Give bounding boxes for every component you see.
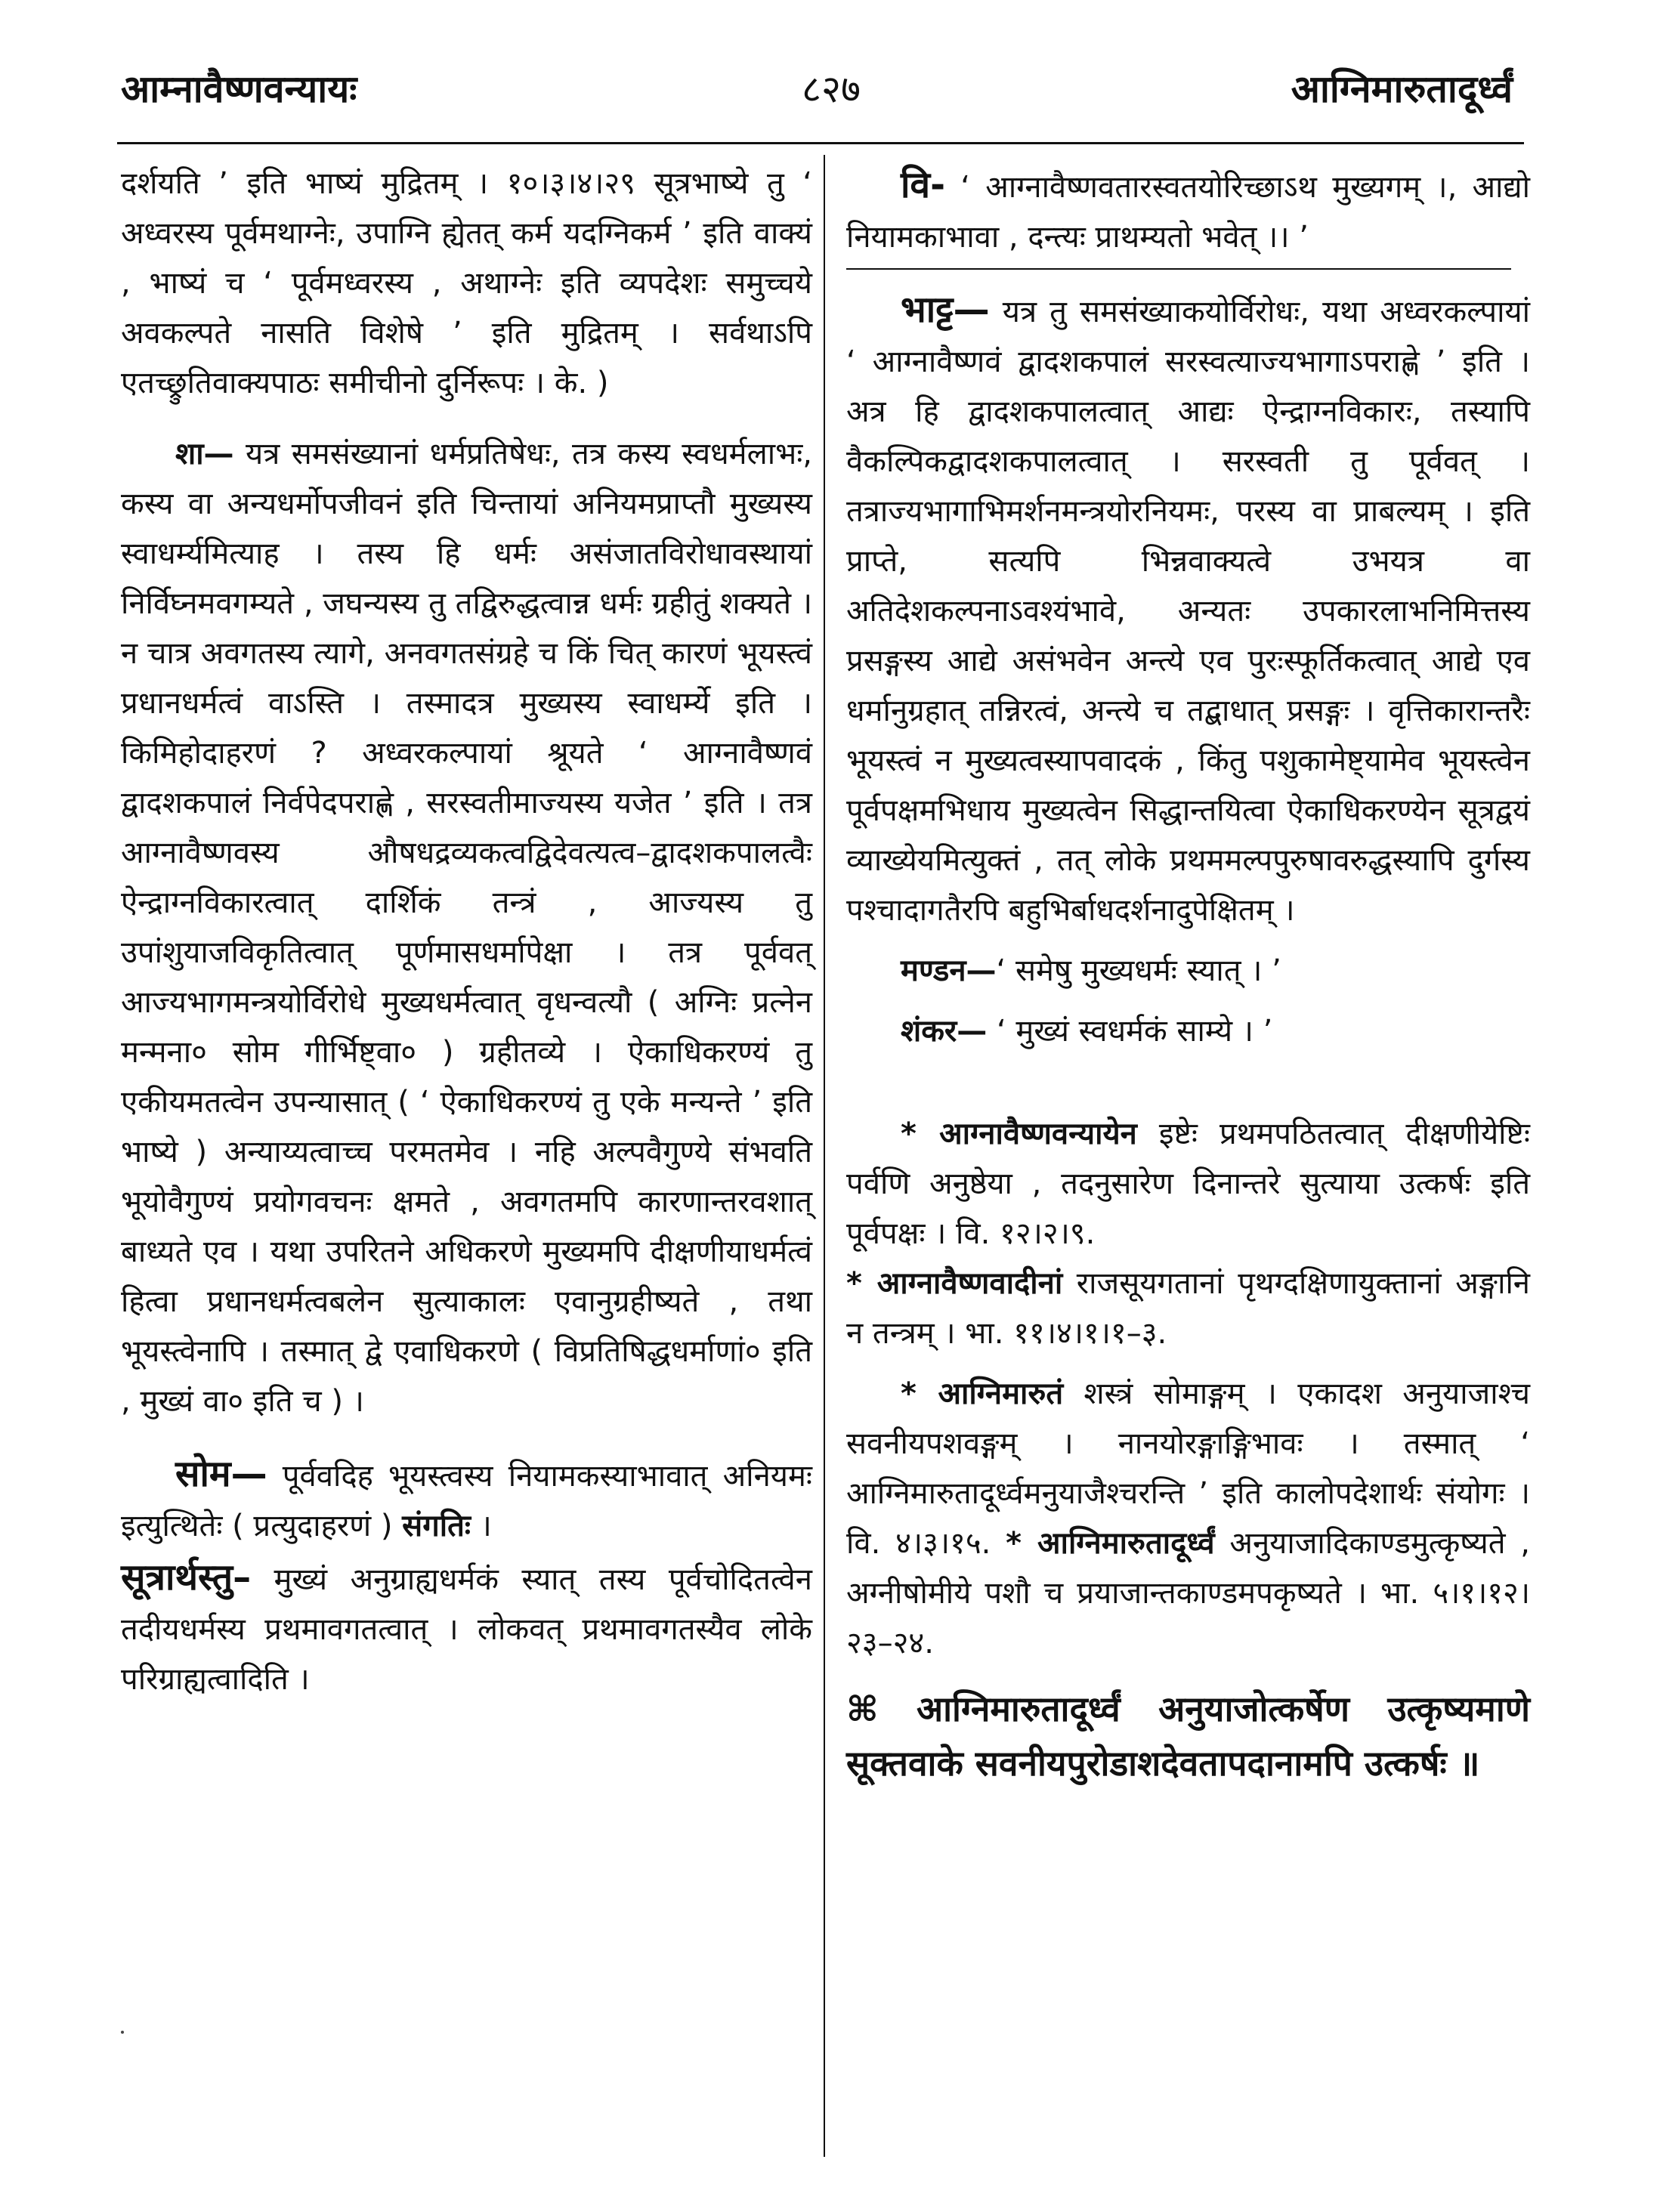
shabara-paragraph [121, 429, 812, 1426]
soma-text: पूर्ववदिह भूयस्त्वस्य नियामकस्याभावात् अनियमः इत्युत्थितेः ( प्रत्युदाहरणं ) [121, 1459, 812, 1543]
bhatta-text: यत्र तु समसंख्याकयोर्विरोधः, यथा अध्वरकल्पायां ‘ आग्नावैष्णवं द्वादशकपालं सरस्वत्याज्यभागाऽपराह्णे ’ इति । अत्र हि द्वादशकपालत्वात् आद्यः ऐन्द्राग्नविकारः, तस्यापि वैकल्पिकद्वादशकपालत्वात् । सरस्वती तु पूर्ववत् । तत्राज्यभागाभिमर्शनमन्त्रयोरनियमः, परस्य वा प्राबल्यम् । इति प्राप्ते, सत्यपि भिन्नवाक्यत्वे उभयत्र वा अतिदेशकल्पनाऽवश्यंभावे, अन्यतः उपकारलाभनिमित्तस्य प्रसङ्गस्य आद्ये असंभवेन अन्त्ये एव पुरःस्फूर्तिकत्वात् आद्ये एव धर्मानुग्रहात् तन्निरत्वं, अन्त्ये च तद्बाधात् प्रसङ्गः । वृत्तिकारान्तरैः भूयस्त्वं न मुख्यत्वस्यापवादकं , किंतु पशुकामेष्ट्यामेव भूयस्त्वेन पूर्वपक्षमभिधाय मुख्यत्वेन सिद्धान्तयित्वा ऐकाधिकरण्येन सूत्रद्वयं व्याख्येयमित्युक्तं , तत् लोके प्रथममल्पपुरुषावरुद्धस्यापि दुर्गस्य पश्चादागतैरपि बहुभिर्बाधदर्शनादुपेक्षितम् । [846, 295, 1530, 928]
soma-paragraph [121, 1447, 812, 1551]
footnote-1-head: * आग्नावैष्णवन्यायेन [901, 1117, 1137, 1151]
footnote-3-text: शस्त्रं सोमाङ्गम् । एकादश अनुयाजाश्च सवनीयपशवङ्गम् । नानयोरङ्गाङ्गिभावः । तस्मात् ‘ आग्निमारुतादूर्ध्वमनुयाजैश्चरन्ति ’ इति कालोपदेशार्थः संयोगः । वि. ४।३।१५. [846, 1376, 1530, 1561]
shankara-label: शंकर— [901, 1014, 988, 1049]
bhatta-paragraph [846, 283, 1530, 935]
mandana-text: ‘ समेषु मुख्यधर्मः स्यात् । ’ [996, 953, 1281, 988]
footnote-3-head: * आग्निमारुतं [901, 1376, 1064, 1411]
footnote-2-head: * आग्नावैष्णवादीनां [846, 1266, 1063, 1301]
soma-end: । [470, 1509, 492, 1543]
continuation-paragraph: दर्शयति ’ इति भाष्यं मुद्रितम् । १०।३।४।२९ सूत्रभाष्ये तु ‘ अध्वरस्य पूर्वमथाग्नेः, उपाग्नि ह्येतत् कर्म यदग्निकर्म ’ इति वाक्यं , भाष्यं च ‘ पूर्वमध्वरस्य , अथाग्नेः इति व्यपदेशः समुच्चये अवकल्पते नासति विशेषे ’ इति मुद्रितम् । सर्वथाऽपि एतच्छ्रुतिवाक्यपाठः समीचीनो दुर्निरूपः । के. ) [121, 166, 812, 400]
vi-label: वि- [901, 164, 946, 206]
margin-dot [121, 2031, 124, 2034]
running-head-left: आम्नावैष्णवन्यायः [121, 67, 357, 111]
left-column [121, 159, 812, 1704]
verse-rule [846, 268, 1511, 270]
footnote-2 [846, 1259, 1530, 1358]
shankara-verse [846, 1006, 1530, 1056]
column-divider [824, 155, 825, 2157]
bhatta-label: भाट्ट— [901, 289, 990, 331]
running-head-right: आग्निमारुतादूर्ध्वं [1291, 67, 1513, 111]
shabara-text: यत्र समसंख्यानां धर्मप्रतिषेधः, तत्र कस्य स्वधर्मलाभः, कस्य वा अन्यधर्मोपजीवनं इति चिन्तायां अनियमप्राप्तौ मुख्यस्य स्वाधर्म्यमित्याह । तस्य हि धर्मः असंजातविरोधावस्थायां निर्विघ्नमवगम्यते , जघन्यस्य तु तद्विरुद्धत्वान्न धर्मः ग्रहीतुं शक्यते । न चात्र अवगतस्य त्यागे, अनवगतसंग्रहे च किं चित् कारणं भूयस्त्वं प्रधानधर्मत्वं वाऽस्ति । तस्मादत्र मुख्यस्य स्वाधर्म्ये इति । किमिहोदाहरणं ? अध्वरकल्पायां श्रूयते ‘ आग्नावैष्णवं द्वादशकपालं निर्वपेदपराह्णे , सरस्वतीमाज्यस्य यजेत ’ इति । तत्र आग्नावैष्णवस्य औषधद्रव्यकत्वद्विदेवत्यत्व–द्वादशकपालत्वैः ऐन्द्राग्नविकारत्वात् दार्शिकं तन्त्रं , आज्यस्य तु उपांशुयाजविकृतित्वात् पूर्णमासधर्मापेक्षा । तत्र पूर्ववत् आज्यभागमन्त्रयोर्विरोधे मुख्यधर्मत्वात् वृधन्वत्यौ ( अग्निः प्रत्नेन मन्मना० सोम गीर्भिष्ट्वा० ) ग्रहीतव्ये । ऐकाधिकरण्यं तु एकीयमतत्वेन उपन्यासात् ( ‘ ऐकाधिकरण्यं तु एके मन्यन्ते ’ इति भाष्ये ) अन्याय्यत्वाच्च परमतमेव । नहि अल्पवैगुण्ये संभवति भूयोवैगुण्यं प्रयोगवचनः क्षमते , अवगतमपि कारणान्तरवशात् बाध्यते एव । यथा उपरितने अधिकरणे मुख्यमपि दीक्षणीयाधर्मत्वं हित्वा प्रधानधर्मत्वबलेन सुत्याकालः एवानुग्रहीष्यते , तथा भूयस्त्वेनापि । तस्मात् द्वे एवाधिकरणे ( विप्रतिषिद्धधर्माणां० इति , मुख्यं वा० इति च ) । [121, 437, 812, 1419]
shankara-text: ‘ मुख्यं स्वधर्मकं साम्ये । ’ [987, 1014, 1273, 1049]
vi-text: ‘ आग्नावैष्णवतारस्वतयोरिच्छाऽथ मुख्यगम् ।, आद्यो नियामकाभावा , दन्त्यः प्राथम्यतो भवेत् ।। ’ [846, 170, 1530, 255]
mandana-label: मण्डन— [901, 953, 997, 988]
shabara-label: शा— [175, 437, 234, 471]
right-column [846, 159, 1530, 1790]
footnote-2-text: राजसूयगतानां पृथग्दक्षिणायुक्तानां अङ्गानि न तन्त्रम् । भा. ११।४।१।१–३. [846, 1266, 1531, 1351]
footnote-3 [846, 1369, 1530, 1668]
mandana-verse [846, 946, 1530, 996]
sutrartha-text: मुख्यं अनुग्राह्यधर्मकं स्यात् तस्य पूर्वचोदितत्वेन तदीयधर्मस्य प्रथमावगतत्वात् । लोकवत् प्रथमावगतस्यैव लोके परिग्राह्यत्वादिति । [121, 1562, 812, 1697]
sangati-label: संगतिः [402, 1509, 471, 1543]
header-rule [117, 142, 1524, 144]
sutrartha-paragraph [121, 1551, 812, 1704]
footnote-3-head-2: * आग्निमारुतादूर्ध्वं [1006, 1526, 1215, 1561]
footnote-1 [846, 1109, 1530, 1259]
vivarana-verse [846, 159, 1530, 262]
footnote-3-text-2: अनुयाजादिकाण्डमुत्कृष्यते , अग्नीषोमीये पशौ च प्रयाजान्तकाण्डमपकृष्यते । भा. ५।१।१२।२३–२४. [846, 1526, 1530, 1661]
sutrartha-label: सूत्रार्थस्तु– [121, 1556, 252, 1599]
soma-label: सोम— [175, 1453, 267, 1495]
page-number: ८२७ [802, 67, 861, 111]
footnotes [846, 1109, 1530, 1668]
footnote-1-text: इष्टेः प्रथमपठितत्वात् दीक्षणीयेष्टिः पर्वणि अनुष्ठेया , तदनुसारेण दिनान्तरे सुत्याया उत्कर्षः इति पूर्वपक्षः । वि. १२।२।९. [846, 1117, 1530, 1251]
closing-note: ⌘ आग्निमारुतादूर्ध्वं अनुयाजोत्कर्षेण उत्कृष्यमाणे सूक्तवाके सवनीयपुरोडाशदेवतापदानामपि उत्कर्षः ॥ [846, 1688, 1530, 1784]
